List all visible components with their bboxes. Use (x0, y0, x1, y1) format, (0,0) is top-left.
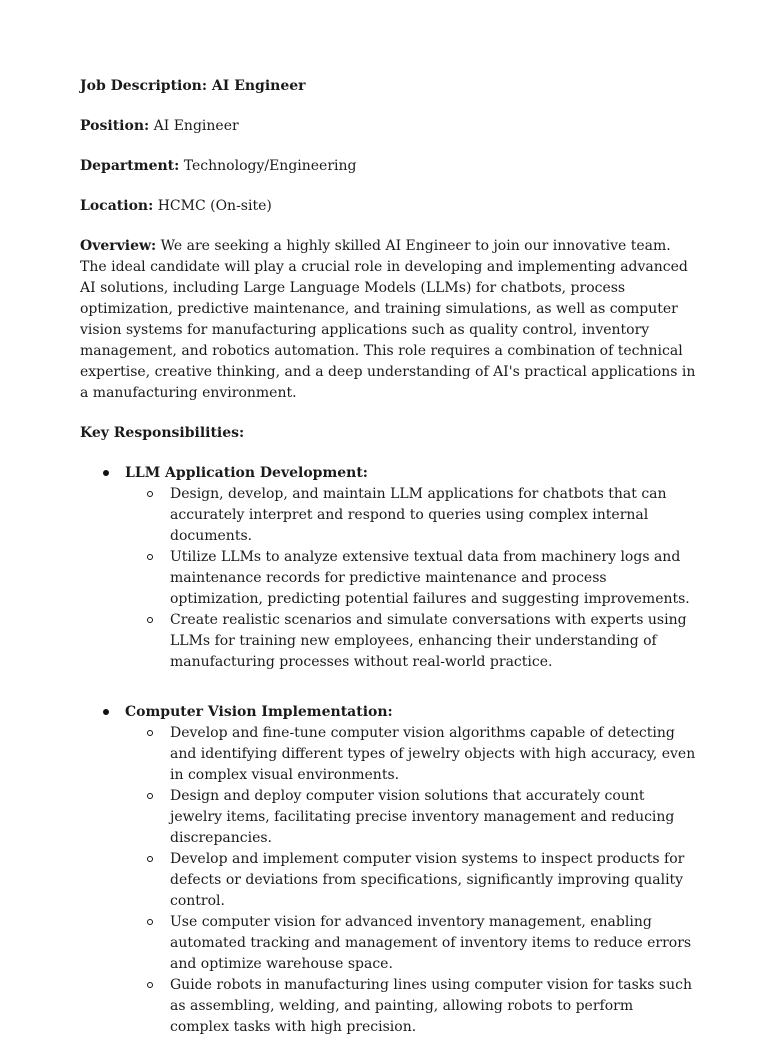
responsibility-heading: LLM Application Development: (125, 465, 368, 481)
list-item (125, 484, 696, 547)
document-title: Job Description: AI Engineer (80, 78, 306, 94)
field-label: Department: (80, 158, 180, 174)
list-item (125, 849, 696, 912)
field-label: Location: (80, 198, 154, 214)
circle-bullet-icon (147, 793, 153, 799)
list-item-text: Design, develop, and maintain LLM applications for chatbots that can accurately interpret and respond to queries using complex internal documents. (170, 486, 667, 544)
responsibilities-heading: Key Responsibilities: (80, 425, 245, 441)
field-value: HCMC (On-site) (157, 198, 272, 214)
overview-label: Overview: (80, 238, 157, 254)
responsibility-group-cv (80, 702, 696, 1038)
field-position (80, 116, 696, 137)
responsibility-group-llm (80, 463, 696, 673)
list-item-text: Develop and implement computer vision systems to inspect products for defects or deviations from specifications, significantly improving quality control. (170, 851, 685, 909)
bullet-icon (103, 709, 109, 715)
field-value: Technology/Engineering (183, 158, 357, 174)
overview-paragraph (80, 236, 696, 404)
list-item-text: Create realistic scenarios and simulate conversations with experts using LLMs for training new employees, enhancing their understanding of manufacturing processes without real-world practice. (170, 612, 687, 670)
field-value: AI Engineer (153, 118, 239, 134)
circle-bullet-icon (147, 617, 153, 623)
field-location (80, 196, 696, 217)
list-item (125, 912, 696, 975)
responsibility-items (125, 723, 696, 1038)
list-item (125, 547, 696, 610)
list-item-text: Guide robots in manufacturing lines using computer vision for tasks such as assembling, welding, and painting, allowing robots to perform complex tasks with high precision. (170, 977, 692, 1035)
circle-bullet-icon (147, 491, 153, 497)
circle-bullet-icon (147, 982, 153, 988)
list-item (125, 723, 696, 786)
list-item (125, 975, 696, 1038)
list-item-text: Design and deploy computer vision solutions that accurately count jewelry items, facilitating precise inventory management and reducing discrepancies. (170, 788, 675, 846)
circle-bullet-icon (147, 730, 153, 736)
list-item (125, 786, 696, 849)
circle-bullet-icon (147, 919, 153, 925)
responsibility-items (125, 484, 696, 673)
list-item (125, 610, 696, 673)
list-item-text: Utilize LLMs to analyze extensive textual data from machinery logs and maintenance records for predictive maintenance and process optimization, predicting potential failures and suggesting improvements. (170, 549, 690, 607)
field-department (80, 156, 696, 177)
field-label: Position: (80, 118, 150, 134)
circle-bullet-icon (147, 554, 153, 560)
circle-bullet-icon (147, 856, 153, 862)
list-item-text: Develop and fine-tune computer vision algorithms capable of detecting and identifying different types of jewelry objects with high accuracy, even in complex visual environments. (170, 725, 696, 783)
responsibilities-list (80, 463, 696, 1038)
bullet-icon (103, 470, 109, 476)
overview-text: We are seeking a highly skilled AI Engineer to join our innovative team. The ideal candidate will play a crucial role in developing and implementing advanced AI solutions, including Large Language Models (LLMs) for chatbots, process optimization, predictive maintenance, and training simulations, as well as computer vision systems for manufacturing applications such as quality control, inventory management, and robotics automation. This role requires a combination of technical expertise, creative thinking, and a deep understanding of AI's practical applications in a manufacturing environment. (80, 238, 696, 401)
list-item-text: Use computer vision for advanced inventory management, enabling automated tracking and management of inventory items to reduce errors and optimize warehouse space. (170, 914, 692, 972)
responsibility-heading: Computer Vision Implementation: (125, 704, 393, 720)
